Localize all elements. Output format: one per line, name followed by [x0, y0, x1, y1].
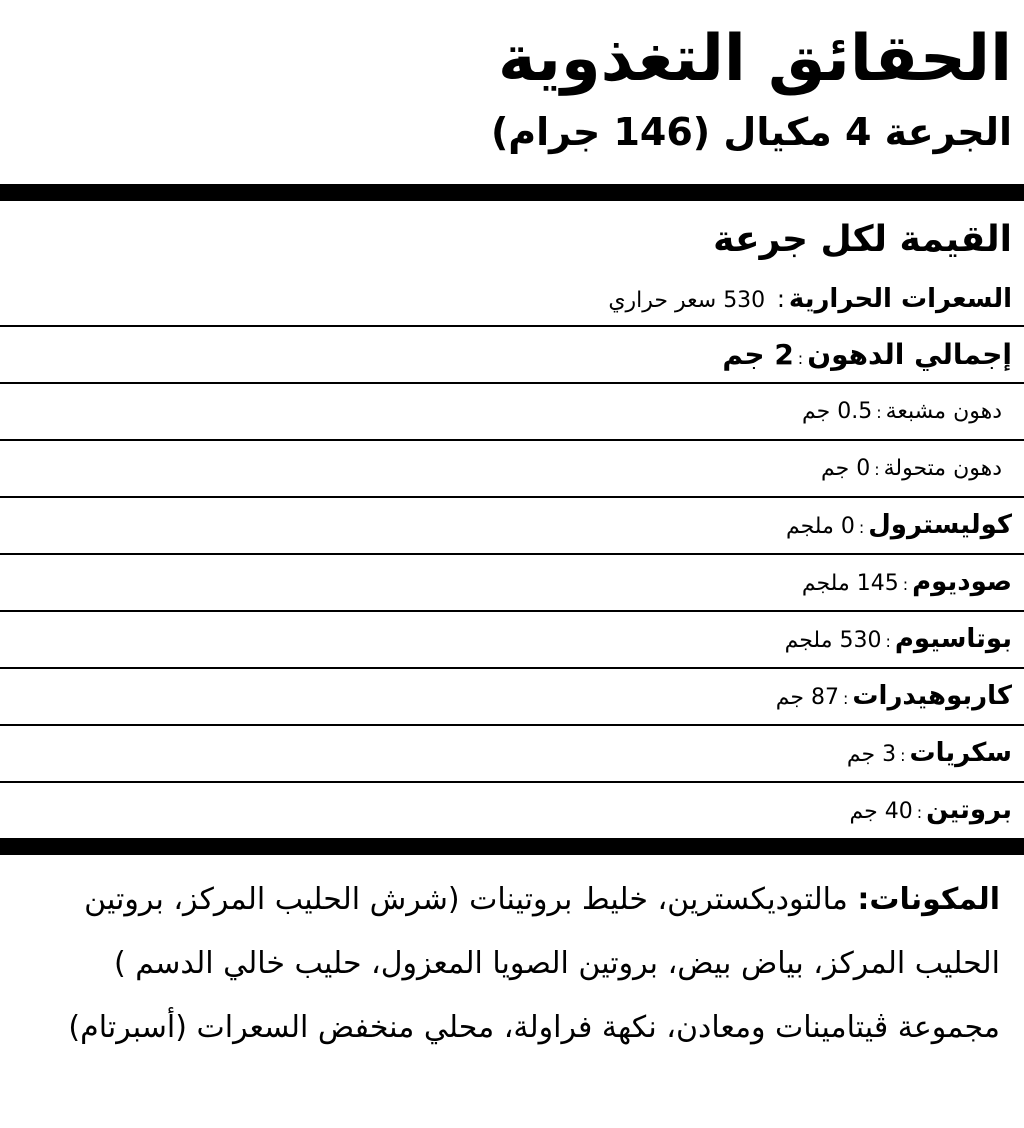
- nutrient-label: صوديوم: [912, 567, 1012, 597]
- nutrient-row-cholesterol: كوليسترول:0 ملجم: [0, 496, 1024, 553]
- nutrient-value: 40 جم: [849, 799, 913, 824]
- nutrient-value: 530 ملجم: [784, 628, 882, 653]
- nutrient-row-sodium: صوديوم:145 ملجم: [0, 553, 1024, 610]
- calories-value: 530 سعر حراري: [608, 288, 766, 313]
- nutrient-row-saturated-fat: دهون مشبعة:0.5 جم: [0, 382, 1024, 439]
- nutrient-value: 87 جم: [775, 685, 840, 710]
- nutrient-label: كاربوهيدرات: [852, 681, 1012, 711]
- nutrient-label: بوتاسيوم: [894, 624, 1012, 654]
- calories-line: السعرات الحرارية: 530 سعر حراري: [608, 284, 1012, 314]
- per-serving-heading: القيمة لكل جرعة: [713, 219, 1012, 260]
- nutrient-row-sugars: سكريات:3 جم: [0, 724, 1024, 781]
- nutrient-value: 2 جم: [722, 338, 794, 371]
- page-title: الحقائق التغذوية: [498, 22, 1012, 96]
- thick-divider-top: [0, 184, 1024, 201]
- nutrient-value: 3 جم: [846, 742, 897, 767]
- nutrient-row-carbohydrates: كاربوهيدرات:87 جم: [0, 667, 1024, 724]
- serving-size: الجرعة 4 مكيال (146 جرام): [490, 110, 1012, 154]
- nutrient-row-protein: بروتين:40 جم: [0, 781, 1024, 838]
- calories-label: السعرات الحرارية: [788, 284, 1012, 314]
- nutrient-label: إجمالي الدهون: [807, 338, 1012, 371]
- nutrient-value: 145 ملجم: [801, 571, 899, 596]
- nutrient-value: 0 جم: [820, 456, 871, 481]
- nutrient-row-potassium: بوتاسيوم:530 ملجم: [0, 610, 1024, 667]
- thick-divider-bottom: [0, 838, 1024, 855]
- nutrient-label: دهون مشبعة: [885, 399, 1002, 424]
- ingredients-paragraph: [40, 868, 1000, 1060]
- nutrient-label: سكريات: [909, 738, 1012, 768]
- ingredients-text: مالتوديكسترين، خليط بروتينات (شرش الحليب المركز، بروتين الحليب المركز، بياض بيض، بروتين الصويا المعزول، حليب خالي الدسم ) مجموعة ڤيتامينات ومعادن، نكهة فراولة، محلي منخفض السعرات (أسبرتام): [68, 882, 1000, 1045]
- nutrient-label: بروتين: [926, 795, 1012, 825]
- nutrient-row-total-fat: إجمالي الدهون:2 جم: [0, 325, 1024, 382]
- nutrient-value: 0.5 جم: [802, 399, 873, 424]
- nutrient-value: 0 ملجم: [785, 514, 855, 539]
- nutrient-label: دهون متحولة: [883, 456, 1002, 481]
- nutrient-label: كوليسترول: [868, 510, 1012, 540]
- nutrient-row-trans-fat: دهون متحولة:0 جم: [0, 439, 1024, 496]
- ingredients-label: المكونات:: [857, 882, 1000, 917]
